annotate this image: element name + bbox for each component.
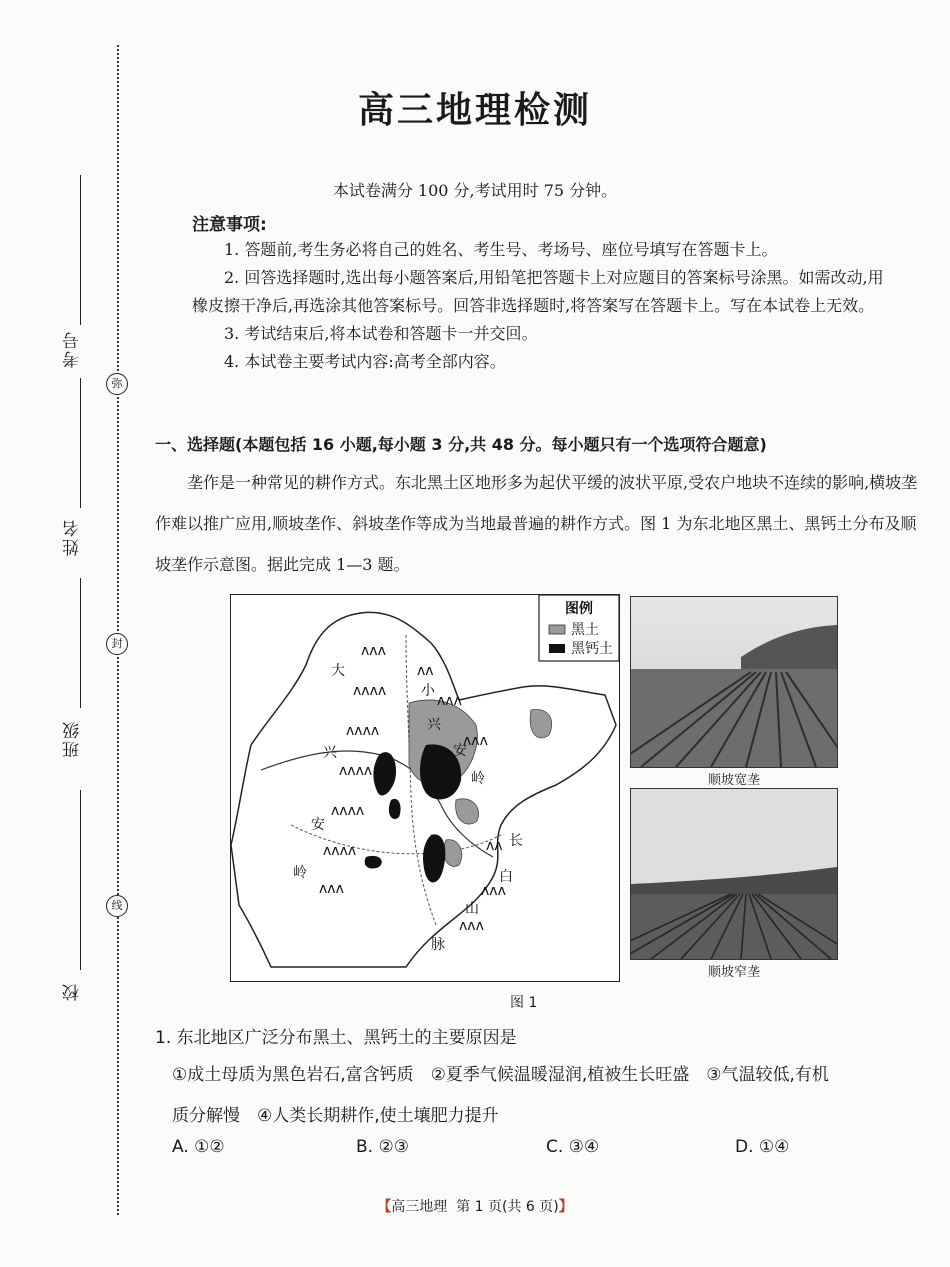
- figure-caption: 图 1: [510, 995, 538, 1011]
- legend-swatch-chernozem: [549, 644, 565, 653]
- school-label: 校: [63, 982, 83, 1001]
- footer-bracket-close: 】: [558, 1199, 573, 1215]
- mountain-symbols: ʌʌʌʌ: [339, 763, 373, 779]
- notice-item: 2. 回答选择题时,选出每小题答案后,用铅笔把答题卡上对应题目的答案标号涂黑。如需改动,用橡皮擦干净后,再选涂其他答案标号。回答非选择题时,将答案写在答题卡上。写在本试卷上无效。: [192, 268, 884, 315]
- photo-wide-ridge: [630, 596, 838, 768]
- mountain-symbols: ʌʌ: [486, 838, 503, 854]
- notice-list: [192, 236, 892, 376]
- chernozem-area: [389, 799, 401, 819]
- question-1-stem: 1. 东北地区广泛分布黑土、黑钙土的主要原因是: [155, 1028, 517, 1048]
- mountain-symbols: ʌʌʌ: [481, 883, 506, 899]
- school-line: [80, 790, 81, 970]
- notice-item: 1. 答题前,考生务必将自己的姓名、考生号、考场号、座位号填写在答题卡上。: [224, 240, 778, 259]
- label-xing: 兴: [323, 745, 337, 761]
- section-heading: 一、选择题(本题包括 16 小题,每小题 3 分,共 48 分。每小题只有一个选项符合题意): [155, 435, 767, 454]
- footer-page: 第 1 页(共 6 页): [456, 1199, 559, 1215]
- mountain-symbols: ʌʌʌ: [437, 693, 462, 709]
- choice-b: B. ②③: [356, 1137, 409, 1157]
- label-an2: 安: [453, 743, 467, 759]
- page-footer: [0, 1196, 950, 1216]
- caption-narrow-ridge: 顺坡窄垄: [707, 965, 760, 980]
- map-svg: [231, 595, 619, 981]
- mountain-symbols: ʌʌʌʌ: [346, 723, 380, 739]
- seal-feng: 封: [106, 633, 128, 655]
- choice-c: C. ③④: [546, 1137, 600, 1157]
- choice-a: A. ①②: [172, 1137, 225, 1157]
- exam-info: 本试卷满分 100 分,考试用时 75 分钟。: [332, 181, 618, 200]
- label-ling: 岭: [293, 865, 307, 881]
- footer-subject: 高三地理: [391, 1199, 448, 1215]
- section-intro: [155, 462, 920, 585]
- intro-paragraph: 垄作是一种常见的耕作方式。东北黑土区地形多为起伏平缓的波状平原,受农户地块不连续的影响,横坡垄作难以推广应用,顺坡垄作、斜坡垄作等成为当地最普遍的耕作方式。图 1 为东北地区黑土、黑钙土分布及顺坡垄作示意图。据此完成 1—3 题。: [155, 473, 918, 574]
- chernozem-area: [365, 856, 382, 869]
- seal-xian: 线: [106, 895, 128, 917]
- label-shan: 山: [465, 901, 479, 917]
- legend-chernozem: 黑钙土: [571, 641, 613, 657]
- label-bai: 白: [499, 869, 513, 885]
- label-ling2: 岭: [471, 771, 485, 787]
- photo-narrow-ridge: [630, 788, 838, 960]
- notice-item: 3. 考试结束后,将本试卷和答题卡一并交回。: [224, 324, 538, 343]
- notice-item: 4. 本试卷主要考试内容:高考全部内容。: [224, 352, 506, 371]
- statement-line: 质分解慢 ④人类长期耕作,使土壤肥力提升: [172, 1106, 499, 1126]
- class-label: 班级: [63, 720, 83, 758]
- mountain-symbols: ʌʌʌ: [459, 918, 484, 934]
- binding-dotted-line: [117, 45, 119, 1215]
- seal-mi: 弥: [106, 373, 128, 395]
- mountain-symbols: ʌʌʌ: [463, 733, 488, 749]
- statement-line: ①成土母质为黑色岩石,富含钙质 ②夏季气候温暖湿润,植被生长旺盛 ③气温较低,有机: [172, 1065, 829, 1085]
- mountain-symbols: ʌʌʌʌ: [331, 803, 365, 819]
- caption-wide-ridge: 顺坡宽垄: [707, 773, 760, 788]
- choice-d: D. ①④: [735, 1137, 790, 1157]
- mountain-symbols: ʌʌ: [417, 663, 434, 679]
- footer-bracket-open: 【: [377, 1199, 392, 1215]
- label-mai: 脉: [431, 937, 445, 953]
- legend-title: 图例: [565, 601, 593, 617]
- class-line: [80, 578, 81, 708]
- label-xiao: 小: [421, 683, 435, 699]
- label-chang: 长: [509, 833, 523, 849]
- legend-swatch-black-soil: [549, 625, 565, 634]
- question-1-statements: [172, 1055, 927, 1137]
- notice-heading: 注意事项:: [192, 215, 267, 235]
- page-title: 高三地理检测: [357, 90, 592, 131]
- legend-black-soil: 黑土: [571, 622, 599, 638]
- label-xing2: 兴: [427, 717, 441, 733]
- exam-no-label: 考号: [63, 330, 83, 368]
- name-line: [80, 378, 81, 508]
- mountain-symbols: ʌʌʌ: [361, 643, 386, 659]
- label-an: 安: [311, 817, 325, 833]
- label-da: 大: [331, 663, 345, 679]
- name-label: 姓名: [63, 518, 83, 556]
- mountain-symbols: ʌʌʌʌ: [353, 683, 387, 699]
- northeast-soil-map: [230, 594, 620, 982]
- mountain-symbols: ʌʌʌʌ: [323, 843, 357, 859]
- mountain-symbols: ʌʌʌ: [319, 881, 344, 897]
